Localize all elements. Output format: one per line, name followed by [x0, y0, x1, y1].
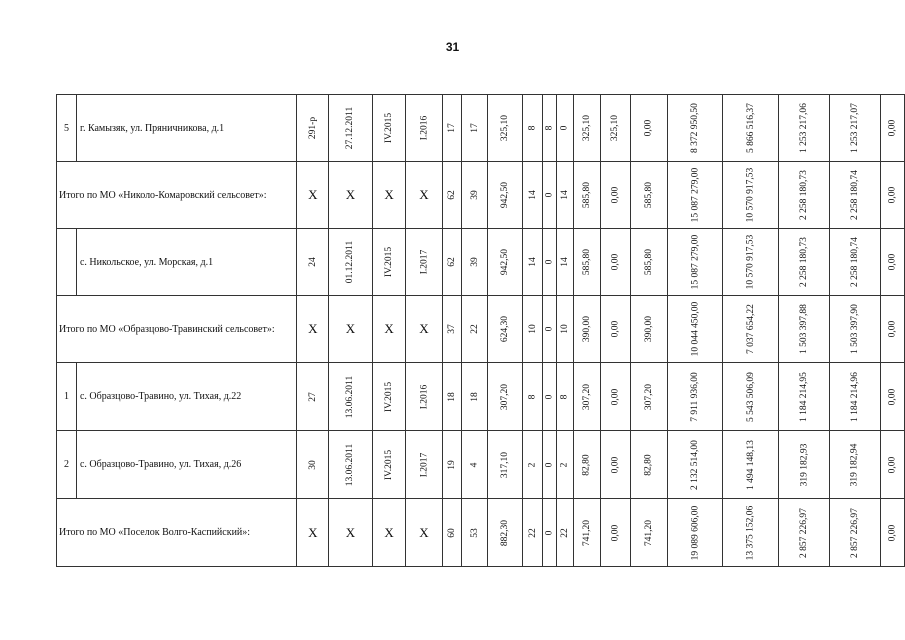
cell-value: 5 543 506,09 [745, 371, 756, 422]
cell-c2 [329, 229, 372, 296]
cell-c17 [829, 499, 880, 567]
cell-value: 8 [527, 125, 538, 131]
cell-value: 22 [527, 527, 538, 538]
cell-value: 17 [446, 123, 457, 133]
cell-c12 [601, 296, 631, 363]
cell-c7 [488, 162, 523, 229]
cell-c14 [667, 296, 723, 363]
cell-value: 10 [527, 324, 538, 334]
cell-value: 390,00 [643, 315, 654, 343]
cell-value: 10 044 450,00 [690, 301, 701, 357]
cell-value: 325,10 [500, 114, 511, 142]
cell-c2: Х [329, 162, 372, 229]
cell-c17 [829, 431, 880, 499]
cell-value: 19 089 606,00 [690, 505, 701, 560]
cell-value: 7 037 654,22 [745, 304, 756, 354]
table-row [57, 363, 905, 431]
cell-value: 1 184 214,96 [849, 371, 860, 422]
cell-value: 18 [446, 391, 457, 402]
cell-value: 13.06.2011 [345, 375, 356, 418]
cell-value: 14 [527, 190, 538, 200]
cell-c16 [779, 431, 830, 499]
cell-c13 [630, 363, 667, 431]
cell-c9 [542, 499, 556, 567]
table-row [57, 431, 905, 499]
cell-value: 624,30 [500, 315, 511, 343]
cell-c18 [880, 95, 904, 162]
cell-c16 [779, 162, 830, 229]
cell-c5 [442, 431, 462, 499]
cell-c5 [442, 95, 462, 162]
cell-value: 585,80 [581, 248, 592, 276]
cell-value: 18 [469, 391, 480, 402]
cell-value: 1 503 397,90 [849, 304, 860, 354]
cell-value: 390,00 [581, 315, 592, 343]
cell-c10 [557, 431, 574, 499]
cell-c7 [488, 229, 523, 296]
cell-value: 01.12.2011 [345, 240, 356, 284]
cell-c8 [523, 363, 543, 431]
cell-value: 13.06.2011 [345, 443, 356, 486]
cell-c18 [880, 363, 904, 431]
cell-value: IV.2015 [384, 246, 394, 278]
cell-value: 60 [446, 527, 457, 538]
cell-c9 [542, 162, 556, 229]
cell-value: 0,00 [610, 388, 621, 405]
cell-value: 0 [544, 326, 555, 332]
cell-c6 [462, 431, 488, 499]
address-cell: с. Никольское, ул. Морская, д.1 [76, 229, 296, 296]
cell-c1 [297, 229, 329, 296]
cell-value: 307,20 [500, 383, 511, 410]
cell-value: 8 [559, 394, 570, 399]
cell-value: 7 911 936,00 [690, 371, 701, 422]
cell-value: 22 [559, 527, 570, 538]
cell-c5 [442, 499, 462, 567]
cell-c7 [488, 431, 523, 499]
cell-c4 [406, 229, 442, 296]
cell-c14 [667, 229, 723, 296]
cell-c14 [667, 162, 723, 229]
cell-c13 [630, 162, 667, 229]
page-number: 31 [445, 40, 460, 54]
cell-c8 [523, 431, 543, 499]
cell-value: I.2017 [418, 249, 429, 275]
cell-value: 0,00 [643, 119, 654, 137]
cell-value: 37 [446, 324, 457, 334]
cell-c3: Х [372, 296, 406, 363]
cell-value: 17 [469, 123, 480, 133]
cell-c14 [667, 95, 723, 162]
cell-value: 0,00 [887, 320, 898, 338]
cell-value: 1 253 217,06 [798, 103, 809, 153]
cell-value: 317,10 [500, 451, 511, 478]
cell-c11 [573, 229, 601, 296]
table-row [57, 229, 905, 296]
cell-value: 0,00 [887, 253, 898, 271]
cell-value: 585,80 [581, 181, 592, 209]
cell-value: 0,00 [887, 456, 898, 473]
cell-value: 2 857 226,97 [798, 507, 809, 558]
cell-value: 10 570 917,53 [745, 167, 756, 223]
cell-c18 [880, 162, 904, 229]
cell-value: 82,80 [581, 453, 592, 476]
cell-value: I.2016 [418, 384, 429, 409]
cell-value: 0 [544, 192, 555, 198]
cell-c13 [630, 499, 667, 567]
cell-c4 [406, 95, 442, 162]
cell-value: 22 [469, 324, 480, 334]
cell-c2 [329, 431, 372, 499]
cell-c17 [829, 296, 880, 363]
row-number: 5 [57, 95, 77, 162]
total-label: Итого по МО «Николо-Комаровский сельсовет»: [57, 162, 297, 229]
cell-c15 [723, 229, 779, 296]
cell-value: 4 [469, 462, 480, 467]
cell-c18 [880, 229, 904, 296]
cell-value: 2 258 180,73 [798, 170, 809, 220]
cell-value: 0 [544, 394, 555, 399]
cell-value: I.2017 [418, 452, 429, 477]
cell-value: 24 [307, 257, 318, 267]
cell-c2 [329, 363, 372, 431]
cell-value: 27.12.2011 [345, 106, 356, 150]
cell-c6 [462, 95, 488, 162]
address-cell: г. Камызяк, ул. Пряничникова, д.1 [76, 95, 296, 162]
cell-value: 8 [544, 125, 555, 131]
cell-c1 [297, 431, 329, 499]
cell-c18 [880, 431, 904, 499]
table-total-row [57, 296, 905, 363]
cell-value: 0,00 [610, 320, 621, 338]
cell-c13 [630, 296, 667, 363]
cell-c3 [372, 431, 406, 499]
cell-c13 [630, 431, 667, 499]
cell-c17 [829, 229, 880, 296]
cell-value: 585,80 [643, 181, 654, 209]
cell-c6 [462, 499, 488, 567]
cell-c5 [442, 162, 462, 229]
cell-value: 0 [544, 462, 555, 467]
cell-c3 [372, 95, 406, 162]
cell-c1: Х [297, 296, 329, 363]
cell-value: 291-р [307, 116, 318, 140]
cell-c13 [630, 95, 667, 162]
cell-value: 319 182,94 [849, 443, 860, 486]
cell-c15 [723, 363, 779, 431]
cell-c2: Х [329, 499, 372, 567]
cell-value: 942,50 [500, 181, 511, 209]
cell-value: 319 182,93 [798, 443, 809, 486]
cell-c10 [557, 95, 574, 162]
cell-c3: Х [372, 162, 406, 229]
cell-c6 [462, 162, 488, 229]
cell-c7 [488, 499, 523, 567]
cell-c8 [523, 162, 543, 229]
cell-c11 [573, 431, 601, 499]
cell-value: 2 [559, 462, 570, 467]
cell-value: 2 132 514,00 [690, 439, 701, 490]
cell-c12 [601, 229, 631, 296]
cell-value: 585,80 [643, 248, 654, 276]
cell-value: 15 087 279,00 [690, 234, 701, 290]
row-number [57, 229, 77, 296]
cell-c5 [442, 363, 462, 431]
cell-value: 307,20 [581, 383, 592, 410]
cell-c15 [723, 296, 779, 363]
cell-value: 10 570 917,53 [745, 234, 756, 290]
cell-value: 8 [527, 394, 538, 399]
cell-value: IV.2015 [384, 112, 394, 144]
cell-c15 [723, 162, 779, 229]
cell-value: 19 [446, 459, 457, 470]
cell-value: IV.2015 [384, 449, 394, 480]
cell-c12 [601, 162, 631, 229]
cell-c11 [573, 162, 601, 229]
cell-value: 1 494 148,13 [745, 439, 756, 490]
cell-c14 [667, 363, 723, 431]
cell-value: 942,50 [500, 248, 511, 276]
cell-value: 0,00 [610, 186, 621, 204]
cell-c1: Х [297, 162, 329, 229]
cell-c10 [557, 162, 574, 229]
cell-c4 [406, 363, 442, 431]
cell-c7 [488, 363, 523, 431]
cell-c17 [829, 162, 880, 229]
address-cell: с. Образцово-Травино, ул. Тихая, д.26 [76, 431, 296, 499]
cell-c4 [406, 431, 442, 499]
cell-c10 [557, 363, 574, 431]
cell-c6 [462, 363, 488, 431]
data-table [56, 94, 905, 567]
cell-c17 [829, 363, 880, 431]
cell-c5 [442, 229, 462, 296]
table-row [57, 95, 905, 162]
cell-c9 [542, 431, 556, 499]
cell-value: 325,10 [581, 114, 592, 142]
cell-c8 [523, 229, 543, 296]
cell-c11 [573, 95, 601, 162]
cell-value: 0,00 [887, 388, 898, 405]
cell-c16 [779, 229, 830, 296]
table-total-row [57, 499, 905, 567]
cell-c12 [601, 363, 631, 431]
cell-value: 62 [446, 257, 457, 267]
cell-c8 [523, 95, 543, 162]
cell-c9 [542, 296, 556, 363]
cell-c1 [297, 363, 329, 431]
cell-value: 30 [307, 459, 318, 470]
cell-value: 15 087 279,00 [690, 167, 701, 223]
cell-value: 325,10 [610, 114, 621, 142]
cell-c15 [723, 431, 779, 499]
cell-c5 [442, 296, 462, 363]
cell-c15 [723, 95, 779, 162]
cell-c2: Х [329, 296, 372, 363]
cell-c11 [573, 363, 601, 431]
cell-value: 2 258 180,73 [798, 237, 809, 287]
cell-value: 307,20 [643, 383, 654, 410]
cell-value: 14 [559, 257, 570, 267]
cell-value: 2 [527, 462, 538, 467]
cell-value: 0,00 [887, 119, 898, 137]
cell-value: 0,00 [887, 186, 898, 204]
cell-value: 2 258 180,74 [849, 237, 860, 287]
address-cell: с. Образцово-Травино, ул. Тихая, д.22 [76, 363, 296, 431]
cell-value: 8 372 950,50 [690, 103, 701, 153]
cell-value: 0,00 [610, 456, 621, 473]
row-number: 1 [57, 363, 77, 431]
cell-value: IV.2015 [384, 381, 394, 412]
cell-c3: Х [372, 499, 406, 567]
cell-c15 [723, 499, 779, 567]
cell-value: 62 [446, 190, 457, 200]
cell-value: 5 866 516,37 [745, 103, 756, 153]
cell-value: 14 [527, 257, 538, 267]
cell-value: 1 253 217,07 [849, 103, 860, 153]
cell-c1: Х [297, 499, 329, 567]
cell-c9 [542, 363, 556, 431]
cell-c4: Х [406, 162, 442, 229]
cell-c13 [630, 229, 667, 296]
cell-value: 741,20 [643, 519, 654, 546]
cell-value: 14 [559, 190, 570, 200]
cell-c4: Х [406, 499, 442, 567]
cell-value: 1 503 397,88 [798, 304, 809, 354]
cell-value: 82,80 [643, 453, 654, 476]
cell-value: 39 [469, 190, 480, 200]
cell-c18 [880, 499, 904, 567]
total-label: Итого по МО «Поселок Волго-Каспийский»: [57, 499, 297, 567]
total-label: Итого по МО «Образцово-Травинский сельсовет»: [57, 296, 297, 363]
cell-value: 53 [469, 527, 480, 538]
cell-c17 [829, 95, 880, 162]
row-number: 2 [57, 431, 77, 499]
cell-c3 [372, 229, 406, 296]
cell-c6 [462, 229, 488, 296]
cell-value: 882,30 [500, 519, 511, 546]
cell-value: 2 258 180,74 [849, 170, 860, 220]
cell-c10 [557, 296, 574, 363]
cell-c12 [601, 95, 631, 162]
cell-value: 0 [544, 530, 555, 535]
cell-c18 [880, 296, 904, 363]
cell-c16 [779, 95, 830, 162]
cell-c9 [542, 95, 556, 162]
cell-value: 0 [544, 259, 555, 265]
cell-value: 2 857 226,97 [849, 507, 860, 558]
cell-c4: Х [406, 296, 442, 363]
cell-c16 [779, 296, 830, 363]
cell-c7 [488, 296, 523, 363]
cell-value: 27 [307, 391, 318, 402]
cell-c1 [297, 95, 329, 162]
table-total-row [57, 162, 905, 229]
cell-c12 [601, 499, 631, 567]
cell-value: 0,00 [887, 524, 898, 541]
cell-value: 0,00 [610, 253, 621, 271]
cell-value: 13 375 152,06 [745, 505, 756, 560]
cell-c16 [779, 499, 830, 567]
cell-c14 [667, 431, 723, 499]
cell-c10 [557, 499, 574, 567]
cell-c8 [523, 499, 543, 567]
cell-c6 [462, 296, 488, 363]
cell-c2 [329, 95, 372, 162]
cell-c14 [667, 499, 723, 567]
cell-c12 [601, 431, 631, 499]
cell-c7 [488, 95, 523, 162]
cell-value: 0 [559, 125, 570, 131]
cell-c3 [372, 363, 406, 431]
cell-value: 0,00 [610, 524, 621, 541]
cell-c8 [523, 296, 543, 363]
cell-value: I.2016 [418, 115, 429, 141]
cell-c10 [557, 229, 574, 296]
cell-value: 39 [469, 257, 480, 267]
cell-value: 10 [559, 324, 570, 334]
cell-c11 [573, 296, 601, 363]
cell-c9 [542, 229, 556, 296]
cell-c16 [779, 363, 830, 431]
cell-c11 [573, 499, 601, 567]
cell-value: 741,20 [581, 519, 592, 546]
cell-value: 1 184 214,95 [798, 371, 809, 422]
